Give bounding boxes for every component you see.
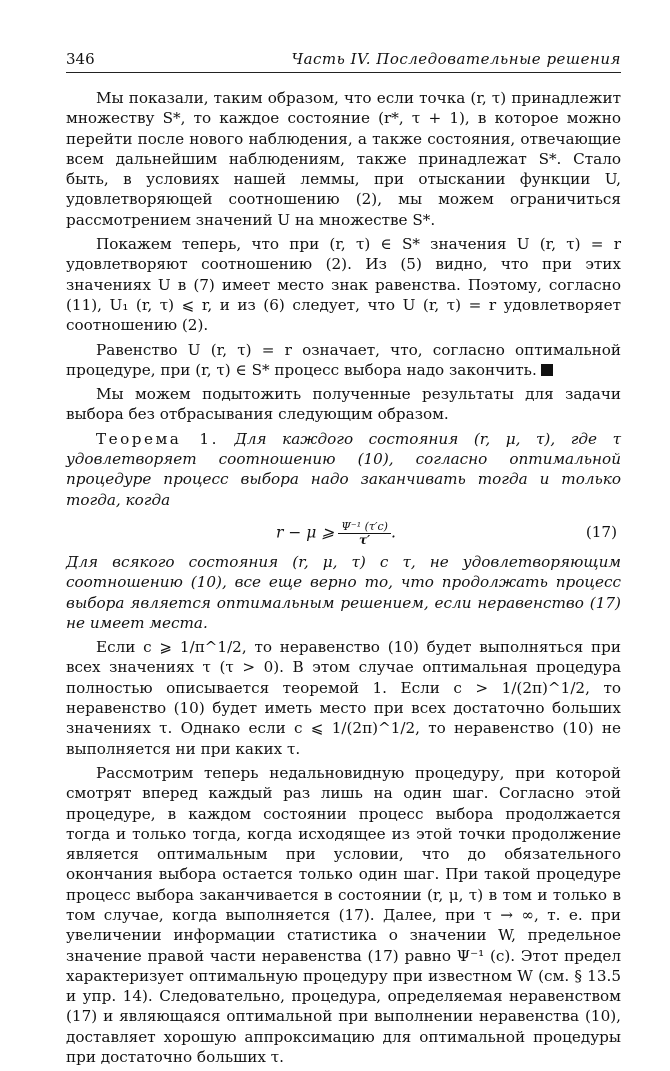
formula-denominator: τ′ [358, 532, 371, 547]
formula-lhs: r − μ ⩾ [276, 523, 335, 542]
theorem-continuation: Для всякого состояния (r, μ, τ) с τ, не удовлетворяющим соотношению (10), все еще верно то, что продолжать процесс выбора является оптимальным решением, если неравенство (17) не имеет места. [66, 552, 621, 632]
theorem-text: Для каждого состояния (r, μ, τ), где τ удовлетворяет соотношению (10), согласно оптимальной процедуре процесс выбора надо заканчивать тогда и только тогда, когда [66, 429, 622, 509]
paragraph-myopic-procedure: Рассмотрим теперь недальновидную процедуру, при которой смотрят вперед каждый раз лишь на один шаг. Согласно этой процедуре, в каждом состоянии процесс выбора продолжается тогда и только тогда, когда исходящее из этой точки продолжение является оптимальным при условии, что до обязательного окончания выбора остается только один шаг. При такой процедуре процесс выбора заканчивается в состоянии (r, μ, τ) в том и только в том случае, когда выполняется (17). Далее, при τ → ∞, т. е. при увеличении информации статистика о значении W, предельное значение правой части неравенства (17) равно Ψ⁻¹ (c). Этот предел характеризует оптимальную процедуру при известном W (см. § 13.5 и упр. 14). Следовательно, процедура, определяемая неравенством (17) и являющаяся оптимальной при выполнении неравенства (10), доставляет хорошую аппроксимацию для оптимальной процедуры при достаточно больших τ. [66, 763, 621, 1067]
formula-trailing: . [390, 523, 396, 542]
page-header [66, 50, 621, 73]
running-title: Часть IV. Последовательные решения [291, 50, 621, 68]
paragraph-equality [66, 340, 621, 381]
paragraph-lemma-conclusion: Мы показали, таким образом, что если точка (r, τ) принадлежит множеству S*, то каждое состояние (r*, τ + 1), в которое можно перейти после нового наблюдения, а также состояния, отвечающие всем дальнейшим наблюдениям, также принадлежат S*. Стало быть, в условиях нашей леммы, при отыскании функции U, удовлетворяющей соотношению (2), мы можем ограничиться рассмотрением значений U на множестве S*. [66, 89, 621, 229]
body-text [66, 88, 621, 1071]
equation-number: (17) [585, 522, 617, 541]
theorem-label: Теорема 1. [96, 429, 219, 448]
formula-fraction [338, 520, 391, 547]
paragraph-conditions: Если c ⩾ 1/π^1/2, то неравенство (10) будет выполняться при всех значениях τ (τ > 0). В этом случае оптимальная процедура полностью описывается теоремой 1. Если c > 1/(2π)^1/2, то неравенство (10) будет иметь место при всех достаточно больших значениях τ. Однако если c ⩽ 1/(2π)^1/2, то неравенство (10) не выполняется ни при каких τ. [66, 638, 621, 758]
qed-square-icon [541, 364, 553, 376]
paragraph-proof: Покажем теперь, что при (r, τ) ∈ S* значения U (r, τ) = r удовлетворяют соотношению (2). Из (5) видно, что при этих значениях U в (7) имеет место знак равенства. Поэтому, согласно (11), U₁ (r, τ) ⩽ r, и из (6) следует, что U (r, τ) = r удовлетворяет соотношению (2). [66, 235, 621, 335]
formula-expression [276, 520, 396, 547]
paragraph-summary: Мы можем подытожить полученные результаты для задачи выбора без отбрасывания следующим образом. [66, 385, 621, 424]
paragraph-equality-text: Равенство U (r, τ) = r означает, что, согласно оптимальной процедуре, при (r, τ) ∈ S* процесс выбора надо закончить. [66, 340, 621, 379]
formula-numerator: Ψ⁻¹ (τ′c) [338, 520, 391, 534]
theorem-statement [66, 429, 621, 510]
page-number: 346 [66, 50, 95, 68]
formula-17 [66, 514, 621, 550]
